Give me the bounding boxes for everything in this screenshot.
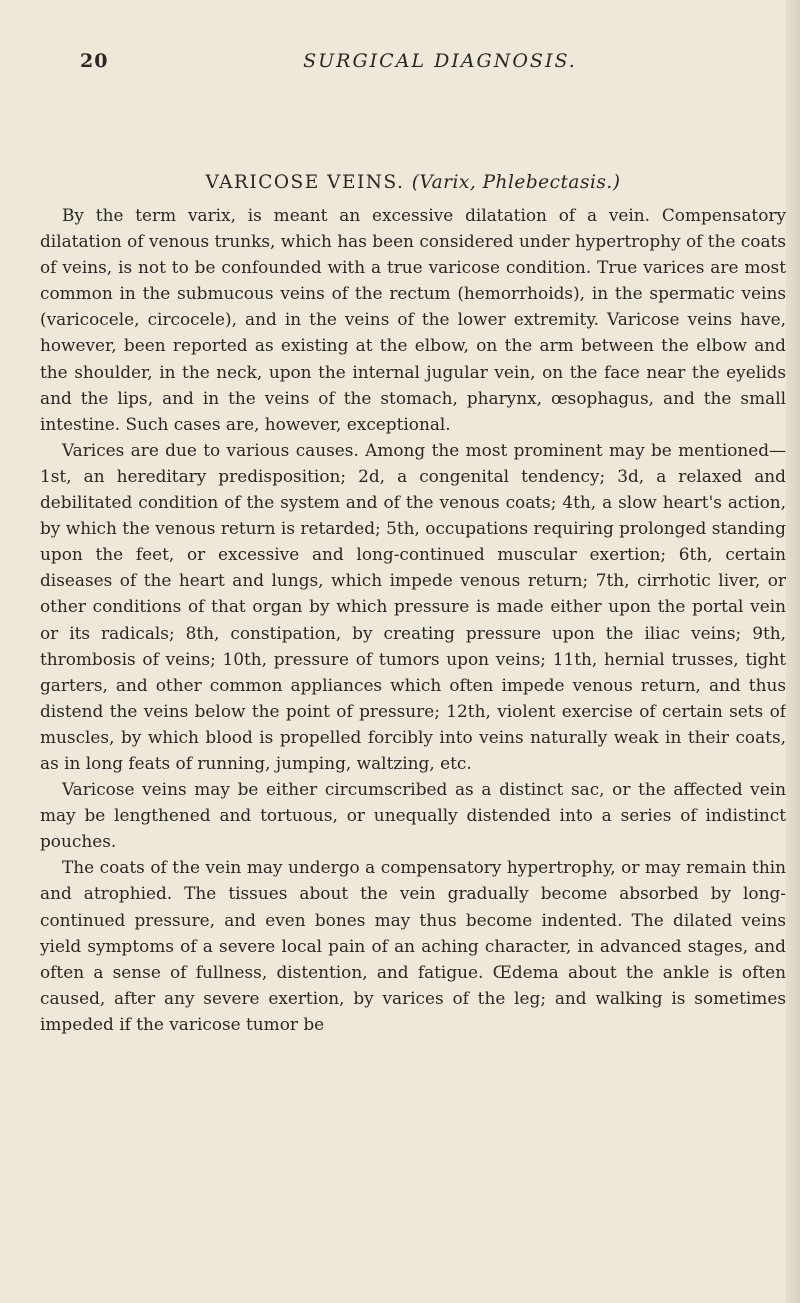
paragraph-forms: Varicose veins may be either circumscribed as a distinct sac, or the affected vein may be lengthened and tortuous, or unequally distended into a series of indistinct pouches. — [40, 779, 786, 852]
page-content — [40, 170, 786, 1037]
paragraph-symptoms: The coats of the vein may undergo a compensatory hypertrophy, or may remain thin and atrophied. The tissues about the vein gradually become absorbed by long-continued pressure, and even bones may thus become indented. The dilated veins yield symptoms of a severe local pain of an aching character, in advanced stages, and often a sense of fullness, distention, and fatigue. Œdema about the ankle is often caused, after any severe exertion, by varices of the leg; and walking is sometimes impeded if the varicose tumor be — [40, 857, 786, 1034]
page-number: 20 — [80, 50, 109, 72]
page-header — [80, 50, 760, 80]
section-heading — [40, 170, 786, 196]
page-edge-shadow — [786, 0, 800, 1303]
section-title: VARICOSE VEINS. — [205, 172, 405, 193]
paragraph-causes: Varices are due to various causes. Among the most prominent may be mentioned—1st, an hereditary predisposition; 2d, a congenital tendency; 3d, a relaxed and debilitated condition of the system and of the venous coats; 4th, a slow heart's action, by which the venous return is retarded; 5th, occupations requiring prolonged standing upon the feet, or excessive and long-continued muscular exertion; 6th, certain diseases of the heart and lungs, which impede venous return; 7th, cirrhotic liver, or other conditions of that organ by which pressure is made either upon the portal vein or its radicals; 8th, constipation, by creating pressure upon the iliac veins; 9th, thrombosis of veins; 10th, pressure of tumors upon veins; 11th, hernial trusses, tight garters, and other common appliances which often impede venous return, and thus distend the veins below the point of pressure; 12th, violent exercise of certain sets of muscles, by which blood is propelled forcibly into veins naturally weak in their coats, as in long feats of running, jumping, waltzing, etc. — [40, 439, 786, 773]
running-title: SURGICAL DIAGNOSIS. — [303, 50, 577, 72]
section-subtitle: (Varix, Phlebectasis.) — [411, 172, 621, 193]
paragraph-definition: By the term varix, is meant an excessive dilatation of a vein. Compensatory dilatation of venous trunks, which has been considered under hypertrophy of the coats of veins, is not to be confounded with a true varicose condition. True varices are most common in the submucous veins of the rectum (hemorrhoids), in the spermatic veins (varicocele, circocele), and in the veins of the lower extremity. Varicose veins have, however, been reported as existing at the elbow, on the arm between the elbow and the shoulder, in the neck, upon the internal jugular vein, on the face near the eyelids and the lips, and in the veins of the stomach, pharynx, œsophagus, and the small intestine. Such cases are, however, exceptional. — [40, 205, 786, 434]
